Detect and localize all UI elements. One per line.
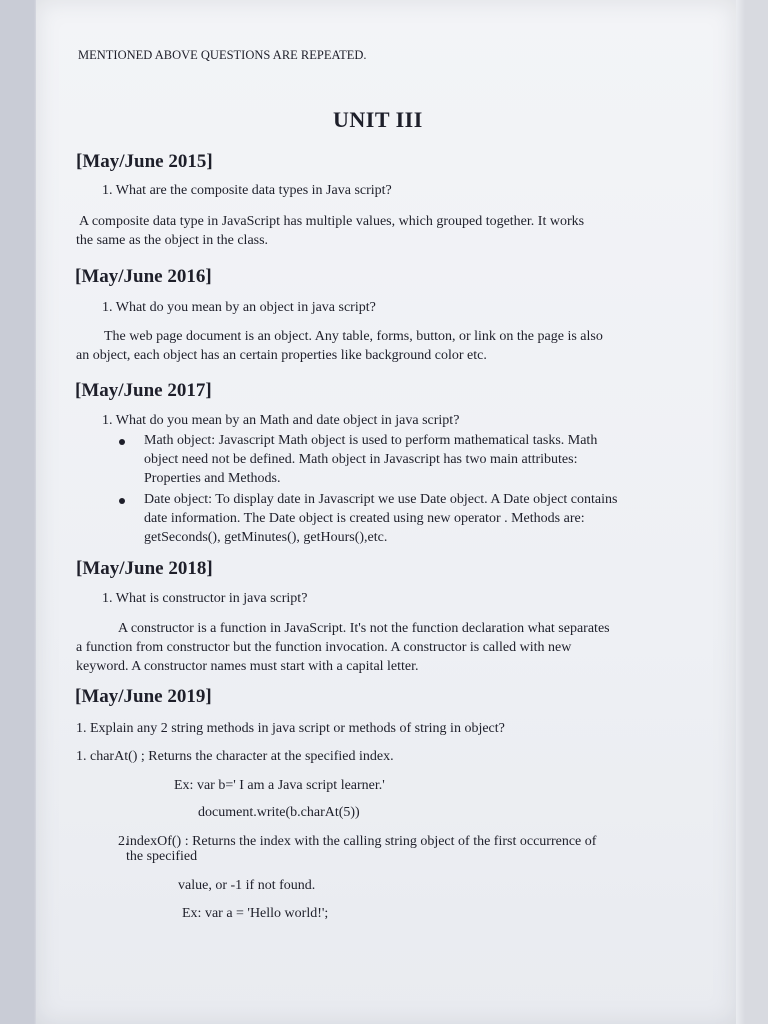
answer-2016-line2: an object, each object has an certain properties like background color etc. — [76, 348, 487, 363]
answer-2016-line1: The web page document is an object. Any table, forms, button, or link on the page is also — [104, 329, 603, 344]
item-indexof-line1: indexOf() : Returns the index with the calling string object of the first occurrence of — [126, 834, 597, 849]
question-2018: 1. What is constructor in java script? — [102, 591, 308, 606]
bullet-date-line1: Date object: To display date in Javascript we use Date object. A Date object contains — [144, 492, 618, 507]
item-indexof-line2: the specified — [126, 849, 198, 864]
section-heading-2019: [May/June 2019] — [75, 686, 212, 707]
section-heading-2017: [May/June 2017] — [75, 380, 212, 401]
answer-2018-line3: keyword. A constructor names must start with a capital letter. — [76, 659, 419, 674]
bullet-math-line3: Properties and Methods. — [144, 471, 281, 486]
item-charat-example: Ex: var b=' I am a Java script learner.' — [174, 778, 385, 793]
repeated-note: MENTIONED ABOVE QUESTIONS ARE REPEATED. — [78, 48, 367, 62]
bullet-dot — [119, 498, 125, 504]
question-2017: 1. What do you mean by an Math and date object in java script? — [102, 413, 460, 428]
item-indexof-number: 2. — [118, 834, 129, 849]
answer-2018-line2: a function from constructor but the function invocation. A constructor is called with new — [76, 640, 572, 655]
question-2019: 1. Explain any 2 string methods in java script or methods of string in object? — [76, 721, 505, 736]
question-2016: 1. What do you mean by an object in java script? — [102, 300, 376, 315]
section-heading-2016: [May/June 2016] — [75, 266, 212, 287]
bullet-math-line1: Math object: Javascript Math object is used to perform mathematical tasks. Math — [144, 433, 598, 448]
section-heading-2015: [May/June 2015] — [76, 151, 213, 172]
item-indexof-example: Ex: var a = 'Hello world!'; — [182, 906, 329, 921]
bullet-date-line2: date information. The Date object is created using new operator . Methods are: — [144, 511, 585, 526]
answer-2018-line1: A constructor is a function in JavaScript. It's not the function declaration what separates — [118, 621, 610, 636]
answer-2015-line1: A composite data type in JavaScript has multiple values, which grouped together. It works — [79, 214, 585, 229]
section-heading-2018: [May/June 2018] — [76, 558, 213, 579]
answer-2015-line2: the same as the object in the class. — [76, 233, 269, 248]
question-2015: 1. What are the composite data types in Java script? — [102, 183, 392, 198]
unit-title: UNIT III — [333, 107, 423, 132]
item-charat-code: document.write(b.charAt(5)) — [198, 805, 360, 820]
item-charat: 1. charAt() ; Returns the character at the specified index. — [76, 749, 394, 764]
item-indexof-line3: value, or -1 if not found. — [178, 878, 316, 893]
bullet-math-line2: object need not be defined. Math object in Javascript has two main attributes: — [144, 452, 578, 467]
bullet-dot — [119, 439, 125, 445]
bullet-date-line3: getSeconds(), getMinutes(), getHours(),etc. — [144, 530, 388, 545]
